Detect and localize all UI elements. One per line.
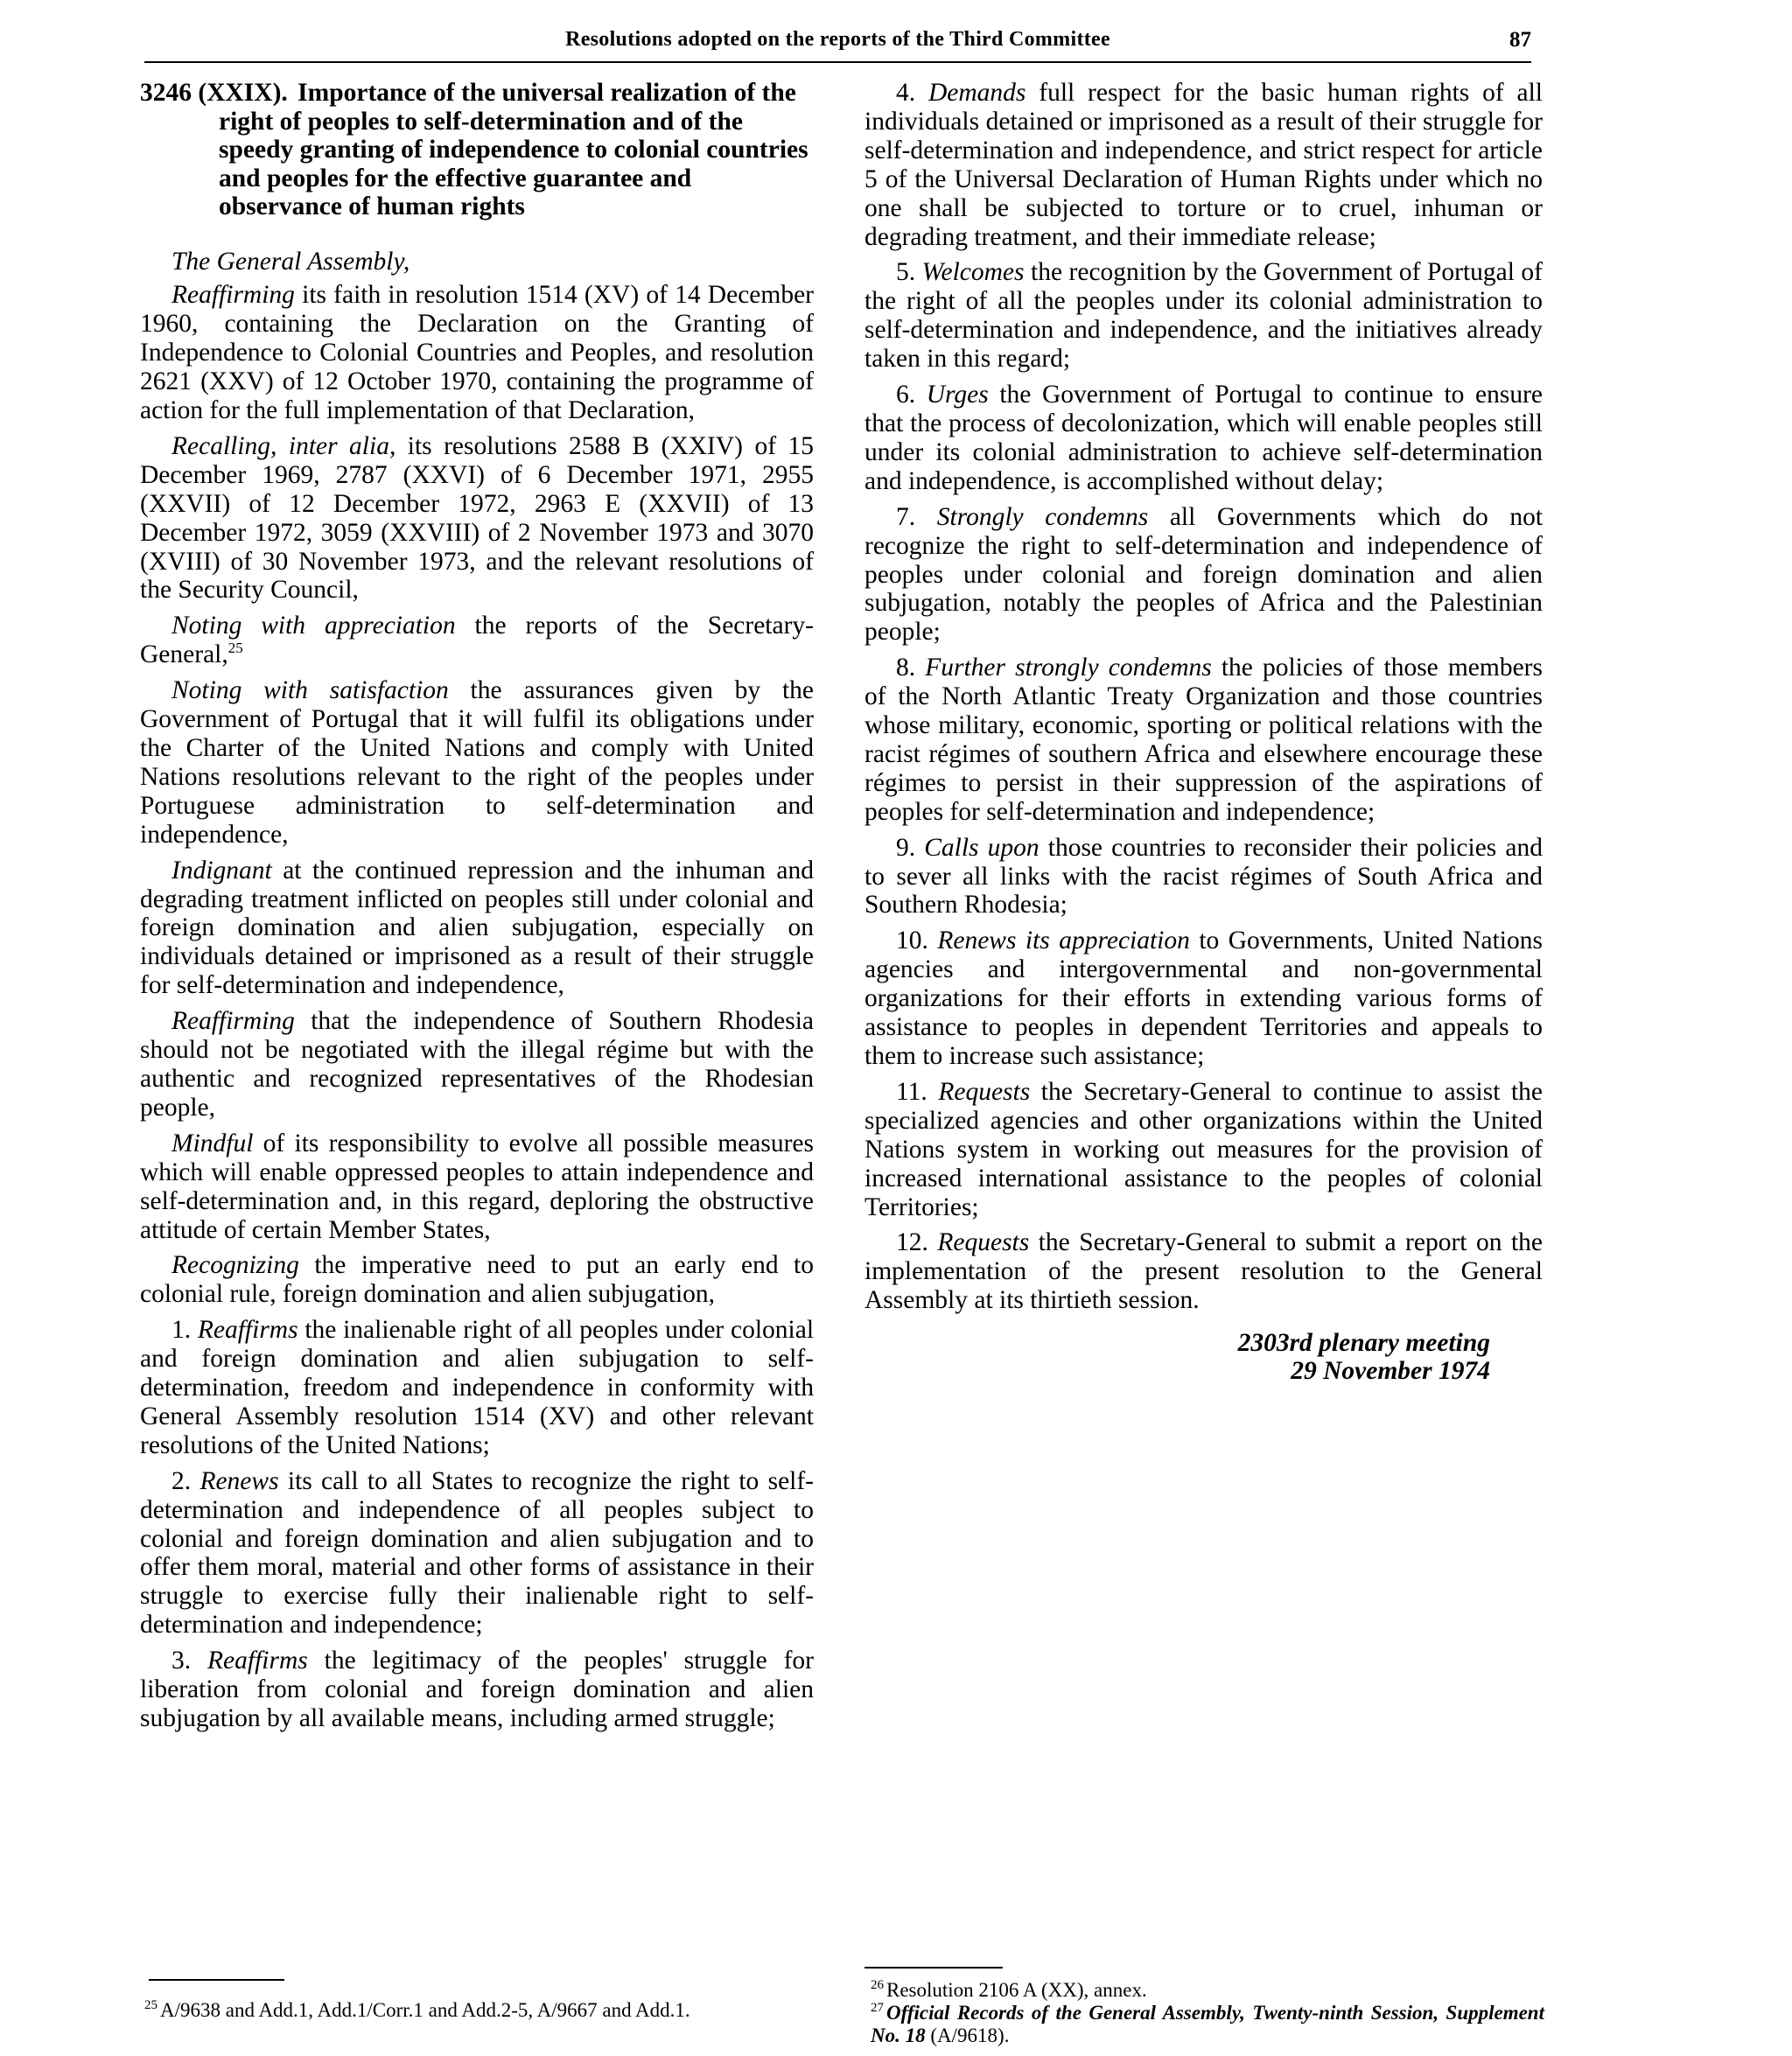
operative-paragraph: [864, 1078, 1543, 1222]
resolution-number: 3246 (XXIX).: [140, 79, 288, 107]
operative-text: the recognition by the Government of Portugal of the right of all the peoples under its colonial administration to self-determination and independence, and the initiatives already taken in this regard;: [864, 258, 1543, 374]
operative-paragraph: [140, 1316, 814, 1460]
footnote-reference[interactable]: 25: [228, 640, 243, 657]
preamble-paragraph: [140, 1129, 814, 1245]
resolution-title: Importance of the universal realization of the right of peoples to self-determination and of the speedy granting of independence to colonial countries and peoples for the effective guarantee and observance of human rights: [219, 79, 808, 220]
operative-keyword: Requests: [937, 1228, 1030, 1257]
footnote-italic-text: Official Records of the General Assembly, Twenty-ninth Session, Supplement No. 18: [871, 2002, 1544, 2046]
preamble-paragraph: [140, 1007, 814, 1122]
footnotes-left: [144, 1999, 818, 2022]
operative-number: 1.: [172, 1316, 192, 1345]
operative-number: 6.: [896, 381, 916, 409]
running-header: [144, 28, 1531, 63]
operative-number: 11.: [896, 1077, 928, 1106]
preamble-keyword: Reaffirming: [172, 1007, 295, 1036]
operative-keyword: Requests: [938, 1077, 1031, 1106]
operative-number: 4.: [896, 79, 916, 107]
operative-keyword: Reaffirms: [207, 1647, 308, 1675]
operative-keyword: Renews: [200, 1466, 279, 1495]
preamble-paragraph: [140, 857, 814, 1001]
operative-paragraph: [864, 834, 1543, 920]
preamble-text: of its responsibility to evolve all possible measures which will enable oppressed peoples to attain independence and self-determination and, in this regard, deploring the obstructive attitude of certain Member States,: [140, 1129, 814, 1244]
operative-paragraph: [864, 927, 1543, 1071]
footnote: [144, 1999, 818, 2022]
right-column: [864, 79, 1543, 1385]
footnote-mark: 25: [144, 1998, 158, 2013]
operative-number: 9.: [896, 833, 916, 862]
operative-text: the policies of those members of the North Atlantic Treaty Organization and those countries whose military, economic, sporting or political relations with the racist régimes of southern Africa and elsewhere encourage these régimes to persist in their suppression of the aspirations of peoples for self-determination and independence;: [864, 654, 1543, 826]
resolution-heading: [140, 79, 814, 221]
page-number: 87: [1509, 28, 1531, 52]
preamble-keyword: Recalling, inter alia,: [172, 431, 396, 460]
operative-keyword: Renews its appreciation: [937, 927, 1190, 955]
preamble-text: its resolutions 2588 B (XXIV) of 15 December 1969, 2787 (XXVI) of 6 December 1971, 2955 (XXVII) of 12 December 1972, 2963 E (XXVII) of 13 December 1972, 3059 (XXVIII) of 2 November 1973 and 3070 (XVIII) of 30 November 1973, and the relevant resolutions of the Security Council,: [140, 431, 814, 605]
operative-keyword: Reaffirms: [197, 1316, 298, 1345]
preamble-keyword: Recognizing: [172, 1251, 299, 1280]
preamble-paragraph: [140, 676, 814, 849]
operative-text: the inalienable right of all peoples under colonial and foreign domination and alien subjugation to self-determination, freedom and independence in conformity with General Assembly resolution 1514 (XV) and other relevant resolutions of the United Nations;: [140, 1316, 815, 1459]
operative-text: its call to all States to recognize the right to self-determination and independence of all peoples subject to colonial and foreign domination and alien subjugation and to offer them moral, material and other forms of assistance in their struggle to exercise fully their inalienable right to self-determination and independence;: [140, 1466, 815, 1640]
operative-paragraph: [140, 1467, 814, 1640]
footnote-text: (A/9618).: [925, 2025, 1010, 2046]
running-title: Resolutions adopted on the reports of the Third Committee: [565, 28, 1110, 51]
operative-keyword: Urges: [926, 381, 989, 409]
preamble-text: that the independence of Southern Rhodesia should not be negotiated with the illegal régime but with the authentic and recognized representatives of the Rhodesian people,: [140, 1007, 814, 1122]
operative-text: to Governments, United Nations agencies and intergovernmental and non-governmental organizations for their efforts in extending various forms of assistance to peoples in dependent Territories and appeals to them to increase such assistance;: [864, 927, 1543, 1070]
footnote-mark: 27: [871, 2001, 884, 2016]
operative-text: all Governments which do not recognize the right to self-determination and independence of peoples under colonial and foreign domination and alien subjugation, notably the peoples of Africa and the Palestinian people;: [864, 502, 1544, 647]
preamble-paragraph: [140, 432, 814, 605]
operative-number: 7.: [896, 502, 916, 531]
operative-paragraph: [140, 1647, 814, 1733]
preamble-keyword: Noting with satisfaction: [172, 676, 449, 705]
operative-keyword: Calls upon: [924, 833, 1040, 862]
preamble-text: its faith in resolution 1514 (XV) of 14 December 1960, containing the Declaration on the Granting of Independence to Colonial Countries and Peoples, and resolution 2621 (XXV) of 12 October 1970, containing the programme of action for the full implementation of that Declaration,: [140, 281, 814, 425]
operative-keyword: Strongly condemns: [936, 502, 1149, 531]
preamble-keyword: Indignant: [172, 856, 272, 885]
operative-text: full respect for the basic human rights of all individuals detained or imprisoned as a result of their struggle for self-determination and independence, and strict respect for article 5 of the Universal Declaration of Human Rights under which no one shall be subjected to torture or to cruel, inhuman or degrading treatment, and their immediate release;: [864, 79, 1544, 251]
operative-number: 3.: [172, 1647, 192, 1675]
preamble-text: the reports of the Secretary-General,: [140, 612, 814, 669]
operative-number: 10.: [896, 927, 928, 955]
preamble-keyword: Mindful: [172, 1129, 254, 1157]
operative-text: those countries to reconsider their policies and to sever all links with the racist régimes of South Africa and Southern Rhodesia;: [864, 833, 1543, 920]
meeting-name: 2303rd plenary meeting: [1237, 1329, 1490, 1358]
preamble-keyword: Noting with appreciation: [172, 612, 456, 640]
operative-text: the legitimacy of the peoples' struggle for liberation from colonial and foreign domination and alien subjugation by all available means, including armed struggle;: [140, 1647, 814, 1732]
preamble-text: at the continued repression and the inhuman and degrading treatment inflicted on peoples still under colonial and foreign domination and alien subjugation, especially on individuals detained or imprisoned as a result of their struggle for self-determination and independence,: [140, 856, 814, 1000]
meeting-date: 29 November 1974: [1291, 1357, 1490, 1386]
operative-number: 12.: [896, 1228, 928, 1257]
meeting-signature: [864, 1329, 1543, 1385]
operative-keyword: Welcomes: [921, 258, 1025, 287]
operative-number: 8.: [896, 654, 916, 682]
operative-paragraph: [864, 79, 1543, 251]
preamble-text: the imperative need to put an early end to colonial rule, foreign domination and alien subjugation,: [140, 1251, 814, 1309]
footnote-divider: [149, 1979, 284, 1981]
operative-text: the Secretary-General to submit a report on the implementation of the present resolution to the General Assembly at its thirtieth session.: [864, 1228, 1543, 1315]
operative-text: the Secretary-General to continue to assist the specialized agencies and other organizations within the United Nations system in working out measures for the provision of increased international assistance to the peoples of colonial Territories;: [864, 1077, 1544, 1221]
footnote-text: A/9638 and Add.1, Add.1/Corr.1 and Add.2-5, A/9667 and Add.1.: [160, 1999, 690, 2021]
footnote-mark: 26: [871, 1978, 884, 1993]
operative-number: 5.: [896, 258, 916, 287]
footnote: [871, 2002, 1544, 2047]
operative-number: 2.: [172, 1466, 192, 1495]
footnote-divider: [864, 1967, 1003, 1969]
preamble-keyword: Reaffirming: [172, 281, 295, 310]
preamble-paragraph: [140, 281, 814, 425]
preamble-paragraph: [140, 612, 814, 669]
footnote: [871, 1979, 1544, 2002]
operative-paragraph: [864, 654, 1543, 826]
operative-paragraph: [864, 1228, 1543, 1315]
operative-text: the Government of Portugal to continue to ensure that the process of decolonization, which will enable peoples still under its colonial administration to achieve self-determination and independence, is accomplished without delay;: [864, 381, 1544, 495]
operative-paragraph: [864, 381, 1543, 496]
operative-keyword: Demands: [928, 79, 1026, 107]
operative-paragraph: [864, 258, 1543, 374]
preamble-text: the assurances given by the Government of Portugal that it will fulfil its obligations under the Charter of the United Nations and comply with United Nations resolutions relevant to the right of the peoples under Portuguese administration to self-determination and independence,: [140, 676, 814, 849]
opening-phrase: The General Assembly,: [172, 247, 410, 276]
footnote-text: Resolution 2106 A (XX), annex.: [886, 1979, 1147, 2001]
operative-keyword: Further strongly condemns: [925, 654, 1212, 682]
left-column: [140, 79, 814, 1740]
footnotes-right: [871, 1979, 1544, 2047]
preamble-paragraph: [140, 1251, 814, 1309]
operative-paragraph: [864, 503, 1543, 647]
